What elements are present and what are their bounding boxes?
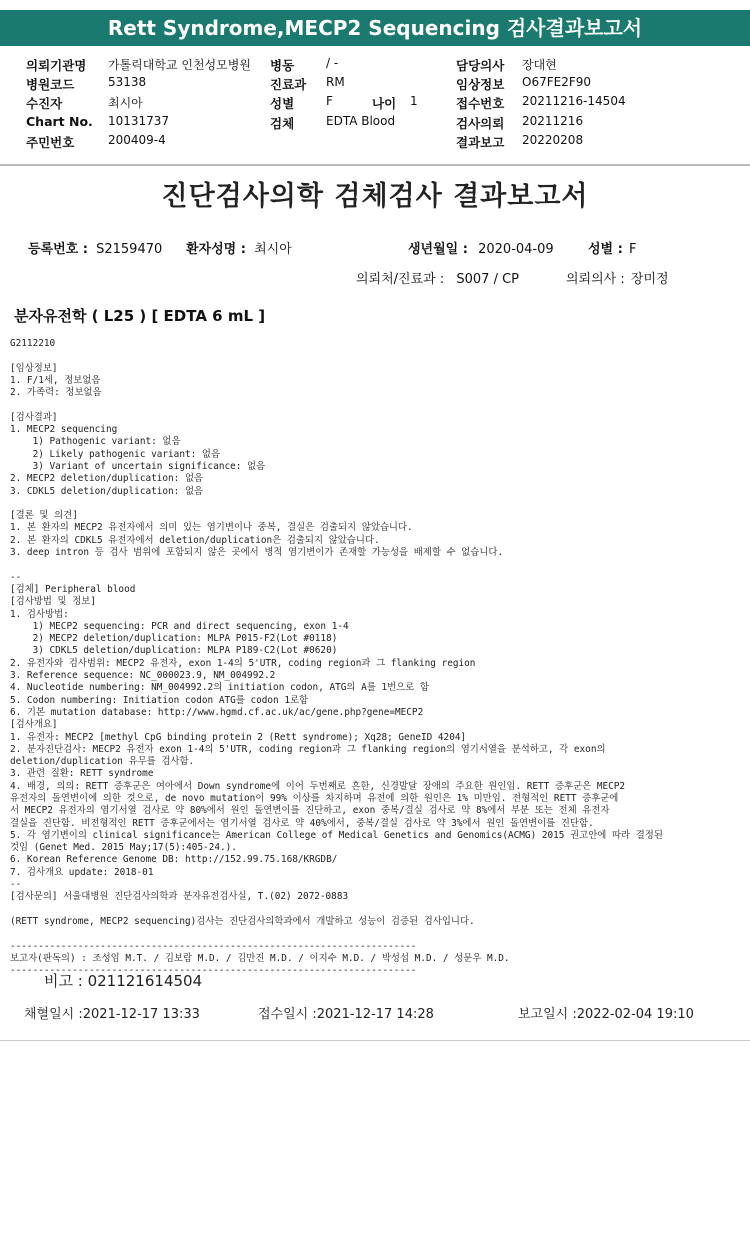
meta-label: 임상정보	[456, 77, 505, 92]
sex-value: F	[628, 242, 637, 257]
collection-time-label: 채혈일시 :	[24, 1007, 83, 1022]
meta-value: / -	[326, 56, 339, 70]
meta-label: 병원코드	[26, 77, 75, 92]
divider	[0, 1040, 750, 1041]
meta-value: 20211216	[522, 114, 584, 128]
receive-time	[258, 1003, 434, 1022]
birth-date-value: 2020-04-09	[478, 242, 554, 257]
meta-label: 검사의뢰	[456, 116, 505, 131]
report-header-bar	[0, 10, 750, 46]
meta-label: 결과보고	[456, 135, 505, 150]
meta-label: 성별	[270, 96, 295, 111]
meta-label: 나이	[372, 96, 397, 111]
remark	[44, 970, 202, 991]
meta-value: 20211216-14504	[522, 94, 626, 108]
receive-time-value: 2021-12-17 14:28	[316, 1007, 434, 1022]
meta-value: F	[326, 94, 333, 108]
sex-label: 성별 :	[588, 242, 623, 257]
patient-name	[186, 238, 292, 257]
sex	[588, 238, 636, 257]
registration-number	[28, 238, 162, 257]
remark-value: 021121614504	[87, 972, 203, 990]
meta-value: 53138	[108, 75, 147, 89]
meta-value: 20220208	[522, 133, 584, 147]
collection-time-value: 2021-12-17 13:33	[82, 1007, 200, 1022]
report-time	[518, 1003, 694, 1022]
meta-label: 의뢰기관명	[26, 58, 87, 73]
report-time-value: 2022-02-04 19:10	[576, 1007, 694, 1022]
meta-value: RM	[326, 75, 345, 89]
meta-label: 담당의사	[456, 58, 505, 73]
meta-value: O67FE2F90	[522, 75, 592, 89]
section-title: 분자유전학 ( L25 ) [ EDTA 6 mL ]	[14, 307, 266, 325]
meta-label: 진료과	[270, 77, 307, 92]
referring-dept-label: 의뢰처/진료과 :	[356, 272, 445, 287]
referring-dept-value: S007 / CP	[456, 272, 520, 287]
meta-label: 검체	[270, 116, 295, 131]
referring-doctor-value: 장미정	[630, 272, 669, 287]
report-header-title: Rett Syndrome,MECP2 Sequencing 검사결과보고서	[107, 16, 643, 40]
meta-label: 병동	[270, 58, 295, 73]
referring-dept	[356, 268, 519, 287]
remark-label: 비고 :	[44, 972, 83, 990]
collection-time	[24, 1003, 200, 1022]
patient-name-value: 최시아	[254, 242, 292, 257]
meta-label: 접수번호	[456, 96, 505, 111]
meta-value: 장대현	[522, 58, 557, 72]
report-body-text: G2112210 [임상정보] 1. F/1세, 정보없음 2. 가족력: 정보없음 [검사결과] 1. MECP2 sequencing 1) Pathogenic variant: 없음 2) Likely pathogenic variant: 없음 3) Variant of uncertain significance: 없음 2. MECP2 deletion/duplication: 없음 3. CDKL5 deletion/duplication: 없음 [결론 및 의견] 1. 본 환자의 MECP2 유전자에서 의미 있는 염기변이나 중복, 결실은 검출되지 않았습니다. 2. 본 환자의 CDKL5 유전자에서 deletion/duplication은 검출되지 않았습니다. 3. deep intron 등 검사 범위에 포함되지 않은 곳에서 병적 염기변이가 존재할 가능성을 배제할 수 없습니다. -- [검체] Peripheral blood [검사방법 및 정보] 1. 검사방법: 1) MECP2 sequencing: PCR and direct sequencing, exon 1-4 2) MECP2 deletion/duplication: MLPA P015-F2(Lot #0118) 3) CDKL5 deletion/duplication: MLPA P189-C2(Lot #0620) 2. 유전자와 검사범위: MECP2 유전자, exon 1-4의 5'UTR, coding region과 그 flanking region 3. Reference sequence: NC_000023.9, NM_004992.2 4. Nucleotide numbering: NM_004992.2의 initiation codon, ATG의 A를 1번으로 함 5. Codon numbering: Initiation codon ATG를 codon 1로함 6. 기본 mutation database: http://www.hgmd.cf.ac.uk/ac/gene.php?gene=MECP2 [검사개요] 1. 유전자: MECP2 [methyl CpG binding protein 2 (Rett syndrome); Xq28; GeneID 4204] 2. 분자진단검사: MECP2 유전자 exon 1-4의 5'UTR, coding region과 그 flanking region의 염기서열을 분석하고, 각 exon의 deletion/duplication 유무를 검사함. 3. 관련 질환: RETT syndrome 4. 배경, 의의: RETT 증후군은 여아에서 Down syndrome에 이어 두번째로 흔한, 신경발달 장애의 주요한 원인임. RETT 증후군은 MECP2 유전자의 돌연변이에 의한 것으로, de novo mutation이 99% 이상를 차지하며 유전에 의한 원인은 1% 미만임. 전형적인 RETT 증후군에 서 MECP2 유전자의 염기서열 검사로 약 80%에서 원인 돌연변이를 진단하고, exon 중복/결실 검사로 약 8%에서 부분 또는 전체 유전자 결실을 진단함. 비전형적인 RETT 증후군에서는 염기서열 검사로 약 40%에서, 중복/결실 검사로 약 3%에서 원인 돌연변이를 진단함. 5. 각 염기변이의 clinical significance는 American College of Medical Genetics and Genomics(ACMG) 2015 권고안에 따라 결정된 것임 (Genet Med. 2015 May;17(5):405-24.). 6. Korean Reference Genome DB: http://152.99.75.168/KRGDB/ 7. 검사개요 update: 2018-01 -- [검사문의] 서울대병원 진단검사의학과 분자유전검사실, T.(02) 2072-0883 (RETT syndrome, MECP2 sequencing)검사는 진단검사의학과에서 개발하고 성능이 검증된 검사입니다. ------------------------------------------------------------------------ 보고자(판독의) : 조성임 M.T. / 김보람 M.D. / 김만진 M.D. / 이지수 M.D. / 박성섭 M.D. / 성문우 M.D. ------------------------------------------------------------------------	[10, 338, 663, 977]
registration-value: S2159470	[96, 242, 163, 257]
meta-value: 가톨릭대학교 인천성모병원	[108, 58, 251, 72]
meta-value: EDTA Blood	[326, 114, 396, 128]
patient-name-label: 환자성명 :	[186, 242, 246, 257]
report-time-label: 보고일시 :	[518, 1007, 577, 1022]
meta-value: 1	[410, 94, 418, 108]
referring-doctor	[566, 268, 669, 287]
meta-label: 수진자	[26, 96, 63, 111]
meta-value: 최시아	[108, 96, 143, 110]
receive-time-label: 접수일시 :	[258, 1007, 317, 1022]
referring-doctor-label: 의뢰의사 :	[566, 272, 625, 287]
meta-value: 200409-4	[108, 133, 166, 147]
birth-date-label: 생년월일 :	[408, 242, 468, 257]
registration-label: 등록번호 :	[28, 242, 88, 257]
page-title: 진단검사의학 검체검사 결과보고서	[161, 181, 589, 212]
divider	[0, 164, 750, 166]
meta-value: 10131737	[108, 114, 170, 128]
meta-label: 주민번호	[26, 135, 75, 150]
birth-date	[408, 238, 554, 257]
meta-label: Chart No.	[26, 114, 93, 129]
meta-table	[0, 56, 750, 152]
